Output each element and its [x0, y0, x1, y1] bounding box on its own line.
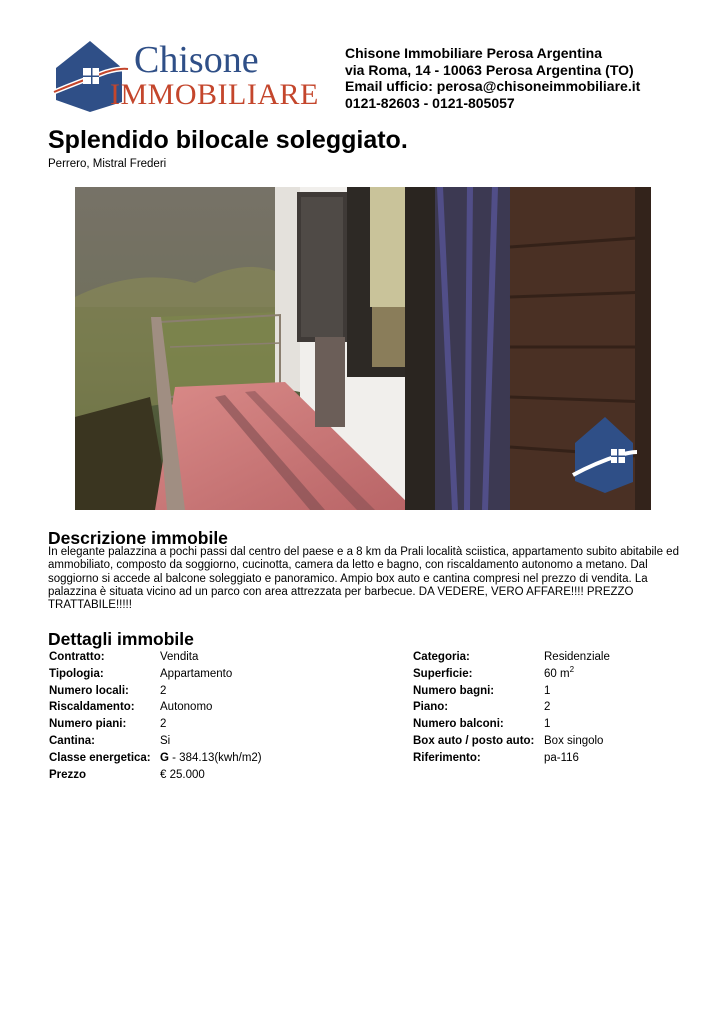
detail-label: Numero locali: — [49, 684, 129, 697]
detail-value: 2 — [544, 701, 551, 714]
agency-name: Chisone Immobiliare Perosa Argentina — [345, 45, 602, 61]
energy-class-value: - 384.13(kwh/m2) — [168, 751, 262, 764]
detail-label: Tipologia: — [49, 667, 104, 680]
detail-label: Superficie: — [413, 667, 473, 680]
detail-label: Piano: — [413, 701, 449, 714]
detail-value: € 25.000 — [160, 768, 205, 781]
detail-row — [413, 649, 610, 666]
property-photo — [75, 187, 651, 510]
detail-value — [160, 750, 262, 767]
detail-label: Riscaldamento: — [49, 701, 135, 714]
detail-value: Residenziale — [544, 651, 610, 663]
detail-row — [413, 716, 610, 733]
agency-phones: 0121-82603 - 0121-805057 — [345, 94, 515, 111]
agency-address: via Roma, 14 - 10063 Perosa Argentina (TO) — [345, 61, 634, 78]
detail-value: Vendita — [160, 651, 199, 663]
surface-value: 60 m — [544, 667, 570, 680]
detail-value: pa-116 — [544, 751, 579, 764]
detail-row — [49, 716, 262, 733]
detail-value: 2 — [160, 718, 167, 731]
detail-row — [413, 733, 610, 750]
detail-row — [49, 767, 262, 784]
agency-email: Email ufficio: perosa@chisoneimmobiliare.it — [345, 78, 641, 94]
detail-row — [413, 699, 610, 716]
energy-class-letter: G — [160, 751, 169, 764]
detail-value: 1 — [544, 718, 551, 731]
detail-label: Contratto: — [49, 651, 105, 663]
detail-value: Appartamento — [160, 667, 233, 680]
detail-label: Cantina: — [49, 734, 95, 747]
page-header — [48, 38, 688, 116]
description-heading: Descrizione immobile — [48, 528, 228, 548]
detail-row — [49, 683, 262, 700]
company-logo — [48, 38, 328, 116]
detail-value: 1 — [544, 684, 551, 697]
detail-value — [544, 666, 610, 683]
detail-row — [49, 666, 262, 683]
details-section — [48, 629, 194, 649]
description-text: In elegante palazzina a pochi passi dal centro del paese e a 8 km da Prali località sciistica, appartamento subito abitabile ed ammobiliato, composto da soggiorno, cucinotta, camera da letto e bagno, con riscaldamento autonomo a metano. Dal soggiorno si accede al balcone soleggiato e panoramico. Ampio box auto e cantina compresi nel prezzo di vendita. La palazzina è situata vicino ad un parco con area attrezzata per barbecue. DA VEDERE, VERO AFFARE!!!! PREZZO TRATTABILE!!!!! — [48, 546, 679, 612]
details-table-right — [413, 649, 610, 767]
detail-label: Prezzo — [49, 768, 87, 781]
detail-row — [49, 649, 262, 666]
detail-label: Numero bagni: — [413, 684, 495, 697]
detail-label: Box auto / posto auto: — [413, 734, 535, 747]
listing-title: Splendido bilocale soleggiato. — [48, 126, 408, 154]
detail-label: Numero balconi: — [413, 718, 504, 731]
detail-value: Si — [160, 734, 171, 747]
description-section — [48, 528, 228, 548]
detail-label: Categoria: — [413, 651, 470, 663]
detail-row — [49, 699, 262, 716]
detail-row — [49, 733, 262, 750]
detail-label: Numero piani: — [49, 718, 127, 731]
detail-label: Riferimento: — [413, 751, 481, 764]
detail-value: Box singolo — [544, 734, 604, 747]
details-table-left — [49, 649, 262, 783]
detail-label: Classe energetica: — [49, 751, 151, 764]
listing-location: Perrero, Mistral Frederi — [48, 158, 167, 170]
detail-row — [413, 750, 610, 767]
logo-subtitle: IMMOBILIARE — [110, 78, 319, 111]
detail-row — [49, 750, 262, 767]
logo-name: Chisone — [134, 39, 259, 81]
detail-row — [413, 666, 610, 683]
detail-row — [413, 683, 610, 700]
details-heading: Dettagli immobile — [48, 629, 194, 649]
agency-contact — [345, 45, 640, 111]
surface-unit-exponent: 2 — [569, 664, 575, 674]
detail-value: 2 — [160, 684, 167, 697]
detail-value: Autonomo — [160, 701, 213, 714]
